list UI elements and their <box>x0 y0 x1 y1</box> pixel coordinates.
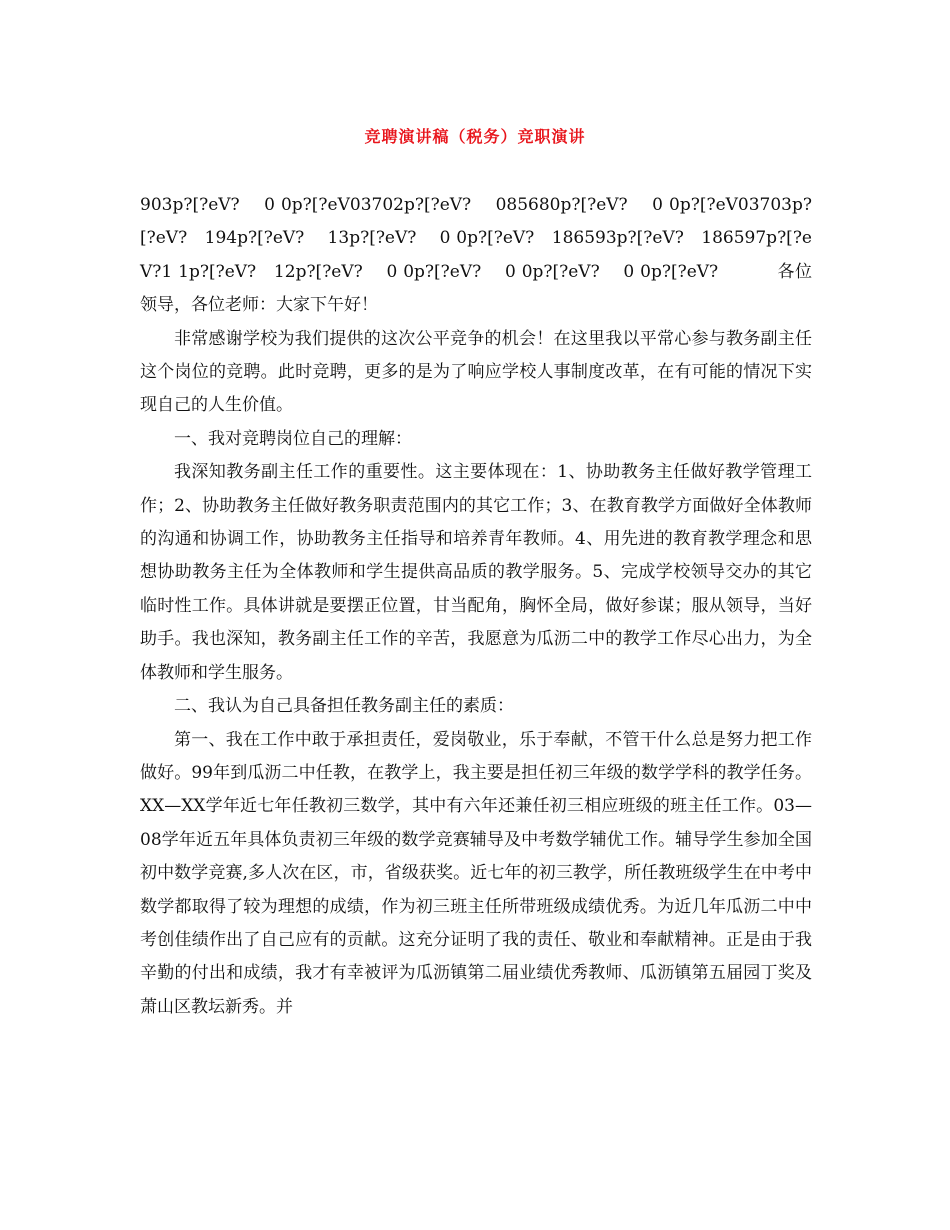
garbled-code-line: 903p?[?eV? 0 0p?[?eV03702p?[?eV? 085680p?[?eV? 0 0p?[?eV03703p?[?eV? 194p?[?eV? 13p?[?eV? 0 0p?[?eV? 186593p?[?eV? 186597p?[?eV?1 1p?[?eV? 12p?[?eV? 0 0p?[?eV? 0 0p?[?eV? 0 0p?[?eV? 各位领导，各位老师：大家下午好！ <box>140 195 812 316</box>
paragraph-understanding: 我深知教务副主任工作的重要性。这主要体现在：1、协助教务主任做好教学管理工作；2、协助教务主任做好教务职责范围内的其它工作；3、在教育教学方面做好全体教师的沟通和协调工作，协助教务主任指导和培养青年教师。4、用先进的教育教学理念和思想协助教务主任为全体教师和学生提供高品质的教学服务。5、完成学校领导交办的其它临时性工作。具体讲就是要摆正位置，甘当配角，胸怀全局，做好参谋；服从领导，当好助手。我也深知，教务副主任工作的辛苦，我愿意为瓜沥二中的教学工作尽心出力，为全体教师和学生服务。 <box>140 462 812 683</box>
document-title: 竞聘演讲稿（税务）竞职演讲 <box>364 127 586 146</box>
paragraph-intro: 非常感谢学校为我们提供的这次公平竞争的机会！在这里我以平常心参与教务副主任这个岗位的竞聘。此时竞聘，更多的是为了响应学校人事制度改革，在有可能的情况下实现自己的人生价值。 <box>140 328 812 416</box>
section-heading-1: 一、我对竞聘岗位自己的理解： <box>174 428 412 449</box>
paragraph-qualities: 第一、我在工作中敢于承担责任，爱岗敬业，乐于奉献，不管干什么总是努力把工作做好。99年到瓜沥二中任教，在教学上，我主要是担任初三年级的数学学科的教学任务。XX—XX学年近七年任教初三数学，其中有六年还兼任初三相应班级的班主任工作。03—08学年近五年具体负责初三年级的数学竞赛辅导及中考数学辅优工作。辅导学生参加全国初中数学竞赛,多人次在区，市，省级获奖。近七年的初三教学，所任教班级学生在中考中数学都取得了较为理想的成绩，作为初三班主任所带班级成绩优秀。为近几年瓜沥二中中考创佳绩作出了自己应有的贡献。这充分证明了我的责任、敬业和奉献精神。正是由于我辛勤的付出和成绩，我才有幸被评为瓜沥镇第二届业绩优秀教师、瓜沥镇第五届园丁奖及萧山区教坛新秀。并 <box>140 729 812 1017</box>
document-body <box>140 189 812 1024</box>
section-heading-2: 二、我认为自己具备担任教务副主任的素质： <box>174 696 514 717</box>
